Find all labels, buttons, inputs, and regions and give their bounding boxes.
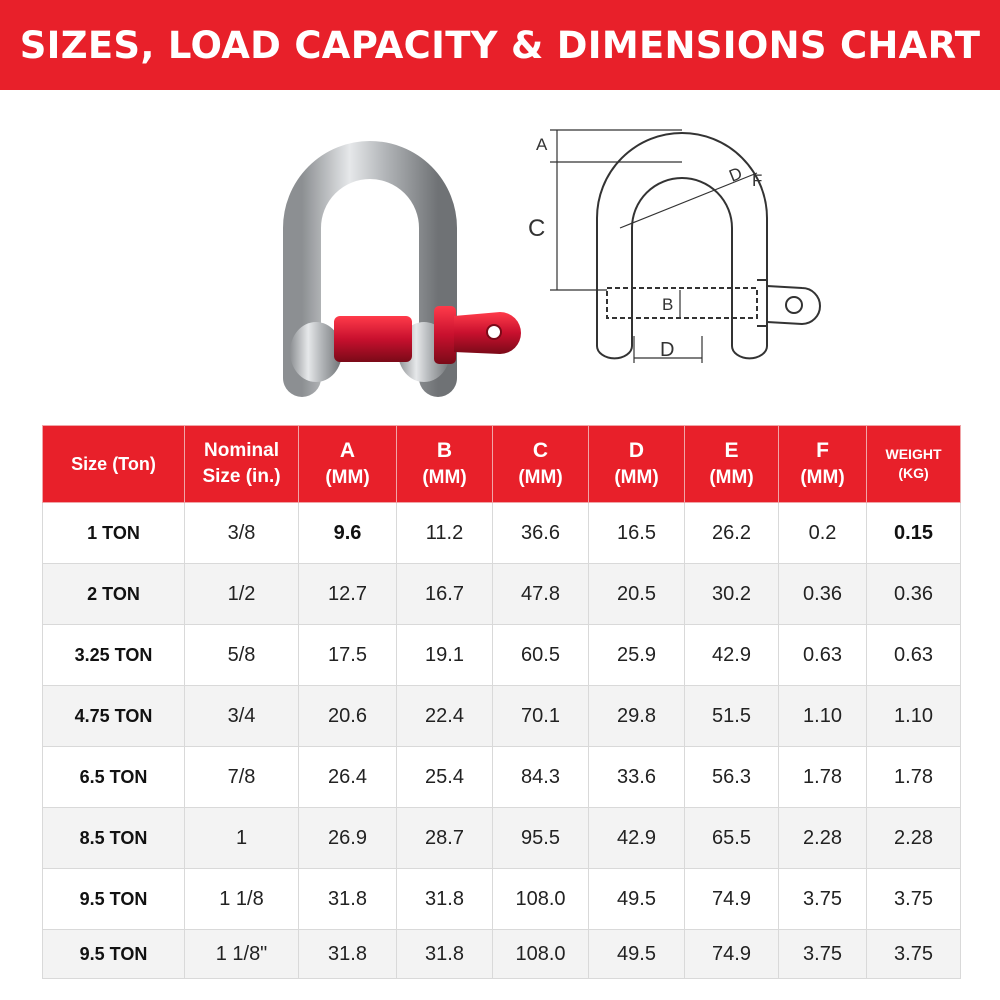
cell-nominal-size: 3/8 — [185, 503, 299, 564]
table-row — [43, 869, 961, 930]
cell-c: 95.5 — [493, 808, 589, 869]
cell-d: 49.5 — [589, 869, 685, 930]
table-row — [43, 686, 961, 747]
cell-d: 25.9 — [589, 625, 685, 686]
cell-c: 108.0 — [493, 869, 589, 930]
header-d: D (MM) — [589, 426, 685, 503]
label-b: B — [662, 295, 674, 314]
cell-size: 9.5 TON — [43, 869, 185, 930]
cell-f: 0.36 — [779, 564, 867, 625]
header-weight: WEIGHT (KG) — [867, 426, 961, 503]
cell-f: 1.10 — [779, 686, 867, 747]
dimension-diagram — [512, 118, 822, 378]
cell-size: 9.5 TON — [43, 930, 185, 979]
cell-weight: 1.78 — [867, 747, 961, 808]
cell-e: 26.2 — [685, 503, 779, 564]
cell-nominal-size: 5/8 — [185, 625, 299, 686]
cell-c: 36.6 — [493, 503, 589, 564]
table-header-row — [43, 426, 961, 503]
cell-c: 108.0 — [493, 930, 589, 979]
cell-a: 12.7 — [299, 564, 397, 625]
cell-c: 70.1 — [493, 686, 589, 747]
label-f: F — [752, 171, 763, 190]
cell-size: 4.75 TON — [43, 686, 185, 747]
header-f: F (MM) — [779, 426, 867, 503]
table-row — [43, 564, 961, 625]
cell-f: 0.2 — [779, 503, 867, 564]
cell-a: 31.8 — [299, 930, 397, 979]
cell-e: 30.2 — [685, 564, 779, 625]
cell-f: 1.78 — [779, 747, 867, 808]
cell-weight: 0.36 — [867, 564, 961, 625]
cell-b: 25.4 — [397, 747, 493, 808]
cell-e: 42.9 — [685, 625, 779, 686]
cell-nominal-size: 1 — [185, 808, 299, 869]
cell-weight: 1.10 — [867, 686, 961, 747]
cell-c: 60.5 — [493, 625, 589, 686]
cell-d: 29.8 — [589, 686, 685, 747]
cell-d: 16.5 — [589, 503, 685, 564]
cell-f: 2.28 — [779, 808, 867, 869]
cell-b: 31.8 — [397, 869, 493, 930]
cell-nominal-size: 1/2 — [185, 564, 299, 625]
cell-weight: 3.75 — [867, 869, 961, 930]
cell-nominal-size: 3/4 — [185, 686, 299, 747]
label-d-bottom: D — [660, 339, 675, 361]
cell-b: 19.1 — [397, 625, 493, 686]
table-row — [43, 503, 961, 564]
cell-a: 9.6 — [299, 503, 397, 564]
label-c: C — [528, 215, 546, 242]
label-d-top: D — [726, 163, 745, 186]
cell-a: 31.8 — [299, 869, 397, 930]
cell-nominal-size: 1 1/8" — [185, 930, 299, 979]
cell-size: 6.5 TON — [43, 747, 185, 808]
cell-b: 22.4 — [397, 686, 493, 747]
cell-d: 33.6 — [589, 747, 685, 808]
cell-nominal-size: 1 1/8 — [185, 869, 299, 930]
cell-weight: 2.28 — [867, 808, 961, 869]
shackle-photo — [272, 128, 522, 398]
cell-a: 17.5 — [299, 625, 397, 686]
cell-c: 47.8 — [493, 564, 589, 625]
cell-e: 74.9 — [685, 869, 779, 930]
cell-e: 74.9 — [685, 930, 779, 979]
title-banner — [0, 0, 1000, 90]
header-size: Size (Ton) — [43, 426, 185, 503]
cell-weight: 0.15 — [867, 503, 961, 564]
cell-a: 20.6 — [299, 686, 397, 747]
dimensions-table — [42, 425, 961, 979]
page-title: SIZES, LOAD CAPACITY & DIMENSIONS CHART — [19, 23, 981, 67]
table-row — [43, 747, 961, 808]
cell-d: 49.5 — [589, 930, 685, 979]
table-row — [43, 625, 961, 686]
cell-d: 42.9 — [589, 808, 685, 869]
header-a: A (MM) — [299, 426, 397, 503]
cell-size: 1 TON — [43, 503, 185, 564]
cell-d: 20.5 — [589, 564, 685, 625]
cell-e: 51.5 — [685, 686, 779, 747]
header-e: E (MM) — [685, 426, 779, 503]
cell-b: 28.7 — [397, 808, 493, 869]
cell-a: 26.4 — [299, 747, 397, 808]
cell-b: 11.2 — [397, 503, 493, 564]
header-nominal-size: Nominal Size (in.) — [185, 426, 299, 503]
cell-weight: 3.75 — [867, 930, 961, 979]
cell-b: 16.7 — [397, 564, 493, 625]
cell-a: 26.9 — [299, 808, 397, 869]
cell-size: 8.5 TON — [43, 808, 185, 869]
table-row — [43, 930, 961, 979]
cell-e: 65.5 — [685, 808, 779, 869]
cell-f: 3.75 — [779, 930, 867, 979]
cell-nominal-size: 7/8 — [185, 747, 299, 808]
cell-e: 56.3 — [685, 747, 779, 808]
cell-b: 31.8 — [397, 930, 493, 979]
label-a: A — [536, 135, 548, 154]
cell-f: 0.63 — [779, 625, 867, 686]
cell-f: 3.75 — [779, 869, 867, 930]
cell-c: 84.3 — [493, 747, 589, 808]
cell-weight: 0.63 — [867, 625, 961, 686]
header-c: C (MM) — [493, 426, 589, 503]
cell-size: 2 TON — [43, 564, 185, 625]
table-row — [43, 808, 961, 869]
header-b: B (MM) — [397, 426, 493, 503]
cell-size: 3.25 TON — [43, 625, 185, 686]
